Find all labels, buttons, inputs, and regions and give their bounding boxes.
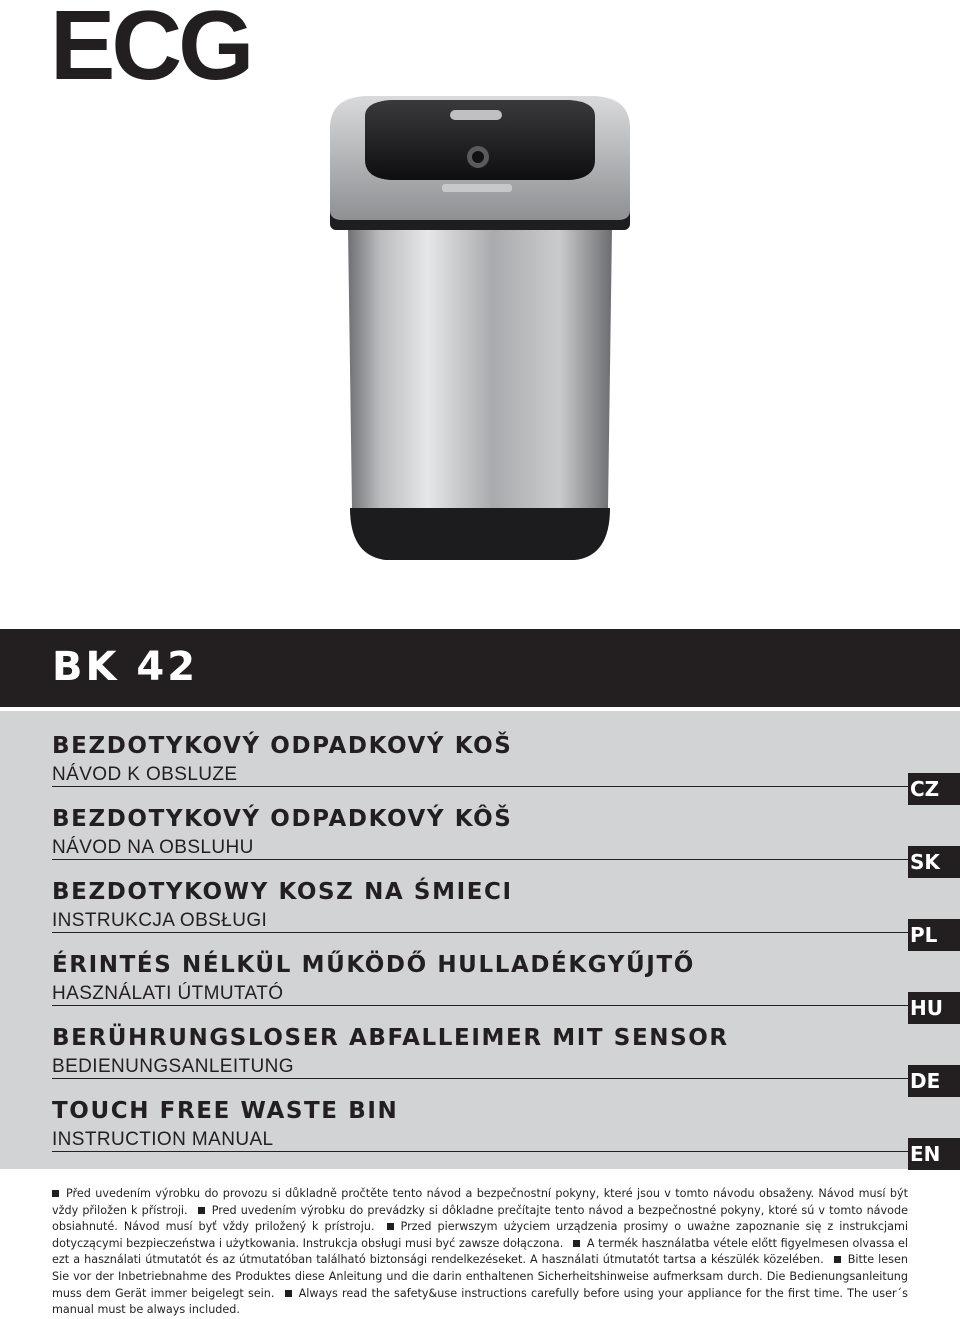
language-subtitle: INSTRUKCJA OBSŁUGI	[52, 910, 277, 932]
square-bullet-icon	[52, 1190, 59, 1197]
language-title: BEZDOTYKOVÝ ODPADKOVÝ KOŠ	[52, 733, 513, 759]
brand-logo: ECG	[50, 0, 251, 100]
language-row-en	[0, 1098, 960, 1171]
language-row-hu	[0, 952, 960, 1025]
divider-line	[52, 859, 908, 860]
language-subtitle: NÁVOD NA OBSLUHU	[52, 837, 264, 859]
language-title: TOUCH FREE WASTE BIN	[52, 1098, 399, 1124]
divider-line	[52, 932, 908, 933]
model-band	[0, 629, 960, 707]
language-subtitle: HASZNÁLATI ÚTMUTATÓ	[52, 983, 293, 1005]
language-panel	[0, 711, 960, 1169]
safety-note-sk: Pred uvedením výrobku do prevádzky si dôkladne prečítajte tento návod a bezpečnostné pokyny, ktoré sú v tomto návode obsiahnuté. Návod musí byť vždy priložený k prístroju.	[52, 1203, 908, 1234]
language-subtitle: BEDIENUNGSANLEITUNG	[52, 1056, 304, 1078]
square-bullet-icon	[285, 1290, 292, 1297]
language-row-pl	[0, 879, 960, 952]
language-code-badge: PL	[908, 919, 960, 951]
safety-note-en: Always read the safety&use instructions carefully before using your appliance for the first time. The user´s manual must be always included.	[52, 1286, 908, 1317]
model-name: BK 42	[52, 644, 199, 690]
language-title: BEZDOTYKOWY KOSZ NA ŚMIECI	[52, 879, 513, 905]
safety-notes	[52, 1186, 908, 1319]
language-row-sk	[0, 806, 960, 879]
language-code-badge: EN	[908, 1138, 960, 1170]
square-bullet-icon	[198, 1207, 205, 1214]
square-bullet-icon	[834, 1256, 841, 1263]
divider-line	[52, 1078, 908, 1079]
divider-line	[52, 786, 908, 787]
language-code-badge: CZ	[908, 773, 960, 805]
language-row-cz	[0, 733, 960, 806]
language-row-de	[0, 1025, 960, 1098]
square-bullet-icon	[387, 1223, 394, 1230]
safety-note-hu: A termék használatba vétele előtt figyelmesen olvassa el ezt a használati útmutatót és az útmutatóban található biztonsági rendelkezéseket. A használati útmutatót tartsa a készülék közelében.	[52, 1236, 909, 1267]
divider-line	[52, 1151, 908, 1152]
language-code-badge: DE	[908, 1065, 960, 1097]
safety-note-pl: Przed pierwszym użyciem urządzenia prosimy o uważne zapoznanie się z instrukcjami dotyczącymi bezpieczeństwa i użytkowania. Instrukcja obsługi musi być zawsze dołączona.	[52, 1220, 908, 1250]
safety-note-de: Bitte lesen Sie vor der Inbetriebnahme des Produktes diese Anleitung und die darin enthaltenen Sicherheitshinweise aufmerksam durch. Die Bedienungsanleitung muss dem Gerät immer beigelegt sein.	[52, 1253, 908, 1300]
language-title: BEZDOTYKOVÝ ODPADKOVÝ KÔŠ	[52, 806, 513, 832]
waste-bin-image	[320, 88, 640, 568]
language-title: BERÜHRUNGSLOSER ABFALLEIMER MIT SENSOR	[52, 1025, 729, 1051]
divider-line	[52, 1005, 908, 1006]
language-title: ÉRINTÉS NÉLKÜL MŰKÖDŐ HULLADÉKGYŰJTŐ	[52, 952, 695, 978]
safety-note-cz: Před uvedením výrobku do provozu si důkladně pročtěte tento návod a bezpečnostní pokyny, které jsou v tomto návodu obsaženy. Návod musí být vždy přiložen k přístroji.	[52, 1187, 908, 1217]
language-subtitle: NÁVOD K OBSLUZE	[52, 764, 248, 786]
language-subtitle: INSTRUCTION MANUAL	[52, 1129, 284, 1151]
language-code-badge: SK	[908, 846, 960, 878]
language-code-badge: HU	[908, 992, 960, 1024]
square-bullet-icon	[573, 1240, 580, 1247]
